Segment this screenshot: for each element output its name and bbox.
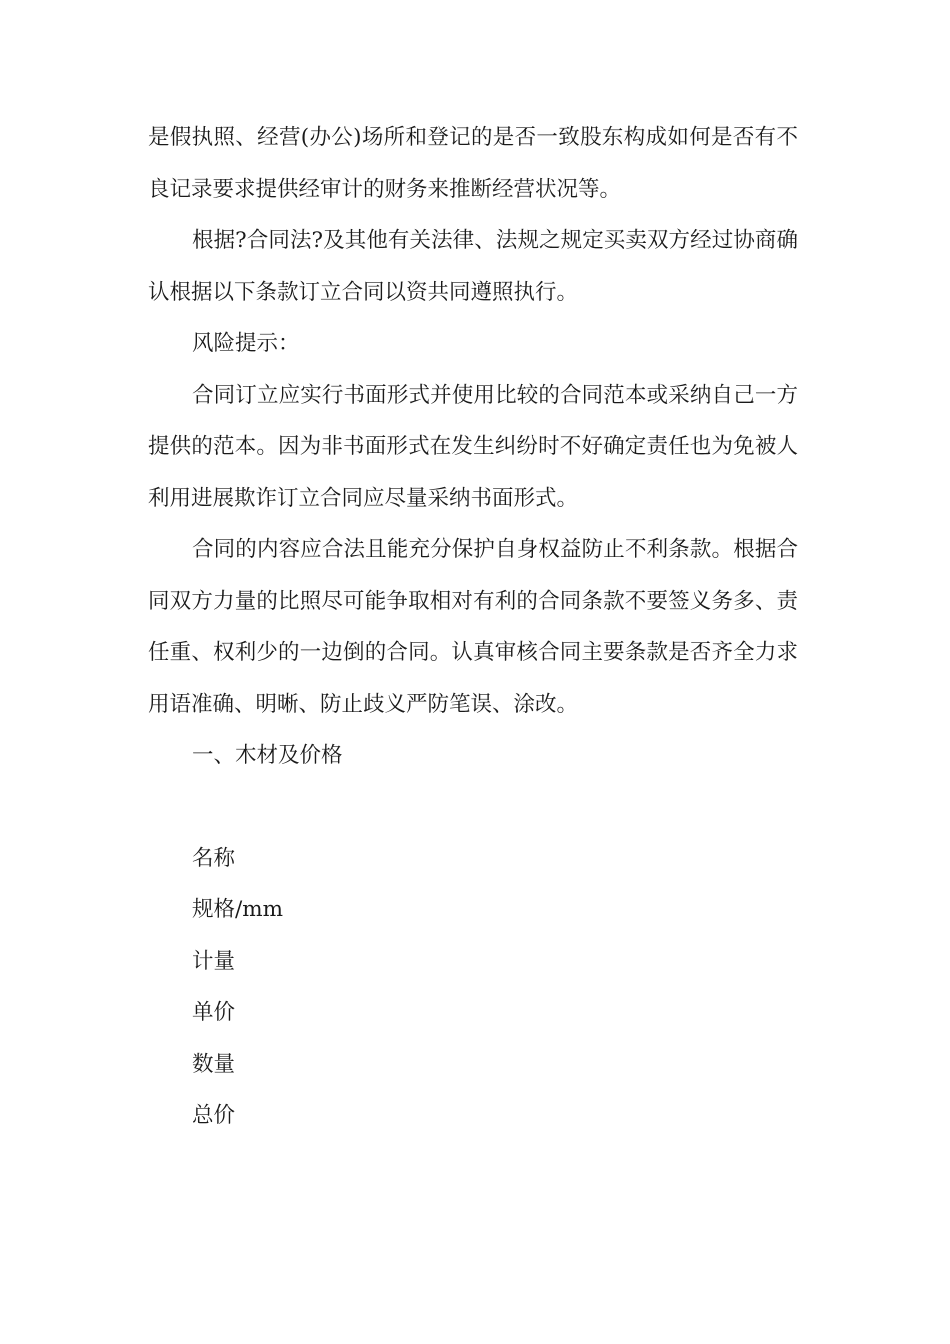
section-heading-timber-price: 一、木材及价格	[192, 743, 343, 768]
paragraph-risk-title: 风险提示：	[192, 331, 300, 356]
table-header-unit: 计量	[192, 948, 236, 974]
paragraph-contract-law: 根据?合同法?及其他有关法律、法规之规定买卖双方经过协商确认根据以下条款订立合同以资共同遵照执行。	[148, 228, 798, 305]
paragraph-intro-continuation: 是假执照、经营(办公)场所和登记的是否一致股东构成如何是否有不良记录要求提供经审计的财务来推断经营状况等。	[148, 125, 798, 202]
table-header-unit-price: 单价	[192, 1000, 236, 1025]
table-header-quantity: 数量	[192, 1051, 236, 1077]
price-table-headers	[148, 833, 798, 1142]
table-header-spec: 规格/mm	[192, 897, 284, 922]
table-header-name: 名称	[192, 845, 236, 871]
document-page	[148, 112, 798, 1142]
paragraph-written-form: 合同订立应实行书面形式并使用比较的合同范本或采纳自己一方提供的范本。因为非书面形式在发生纠纷时不好确定责任也为免被人利用进展欺诈订立合同应尽量采纳书面形式。	[148, 382, 798, 511]
paragraph-contract-content: 合同的内容应合法且能充分保护自身权益防止不利条款。根据合同双方力量的比照尽可能争取相对有利的合同条款不要签义务多、责任重、权利少的一边倒的合同。认真审核合同主要条款是否齐全力求用语准确、明晰、防止歧义严防笔误、涂改。	[148, 537, 798, 717]
table-header-total-price: 总价	[192, 1103, 236, 1128]
